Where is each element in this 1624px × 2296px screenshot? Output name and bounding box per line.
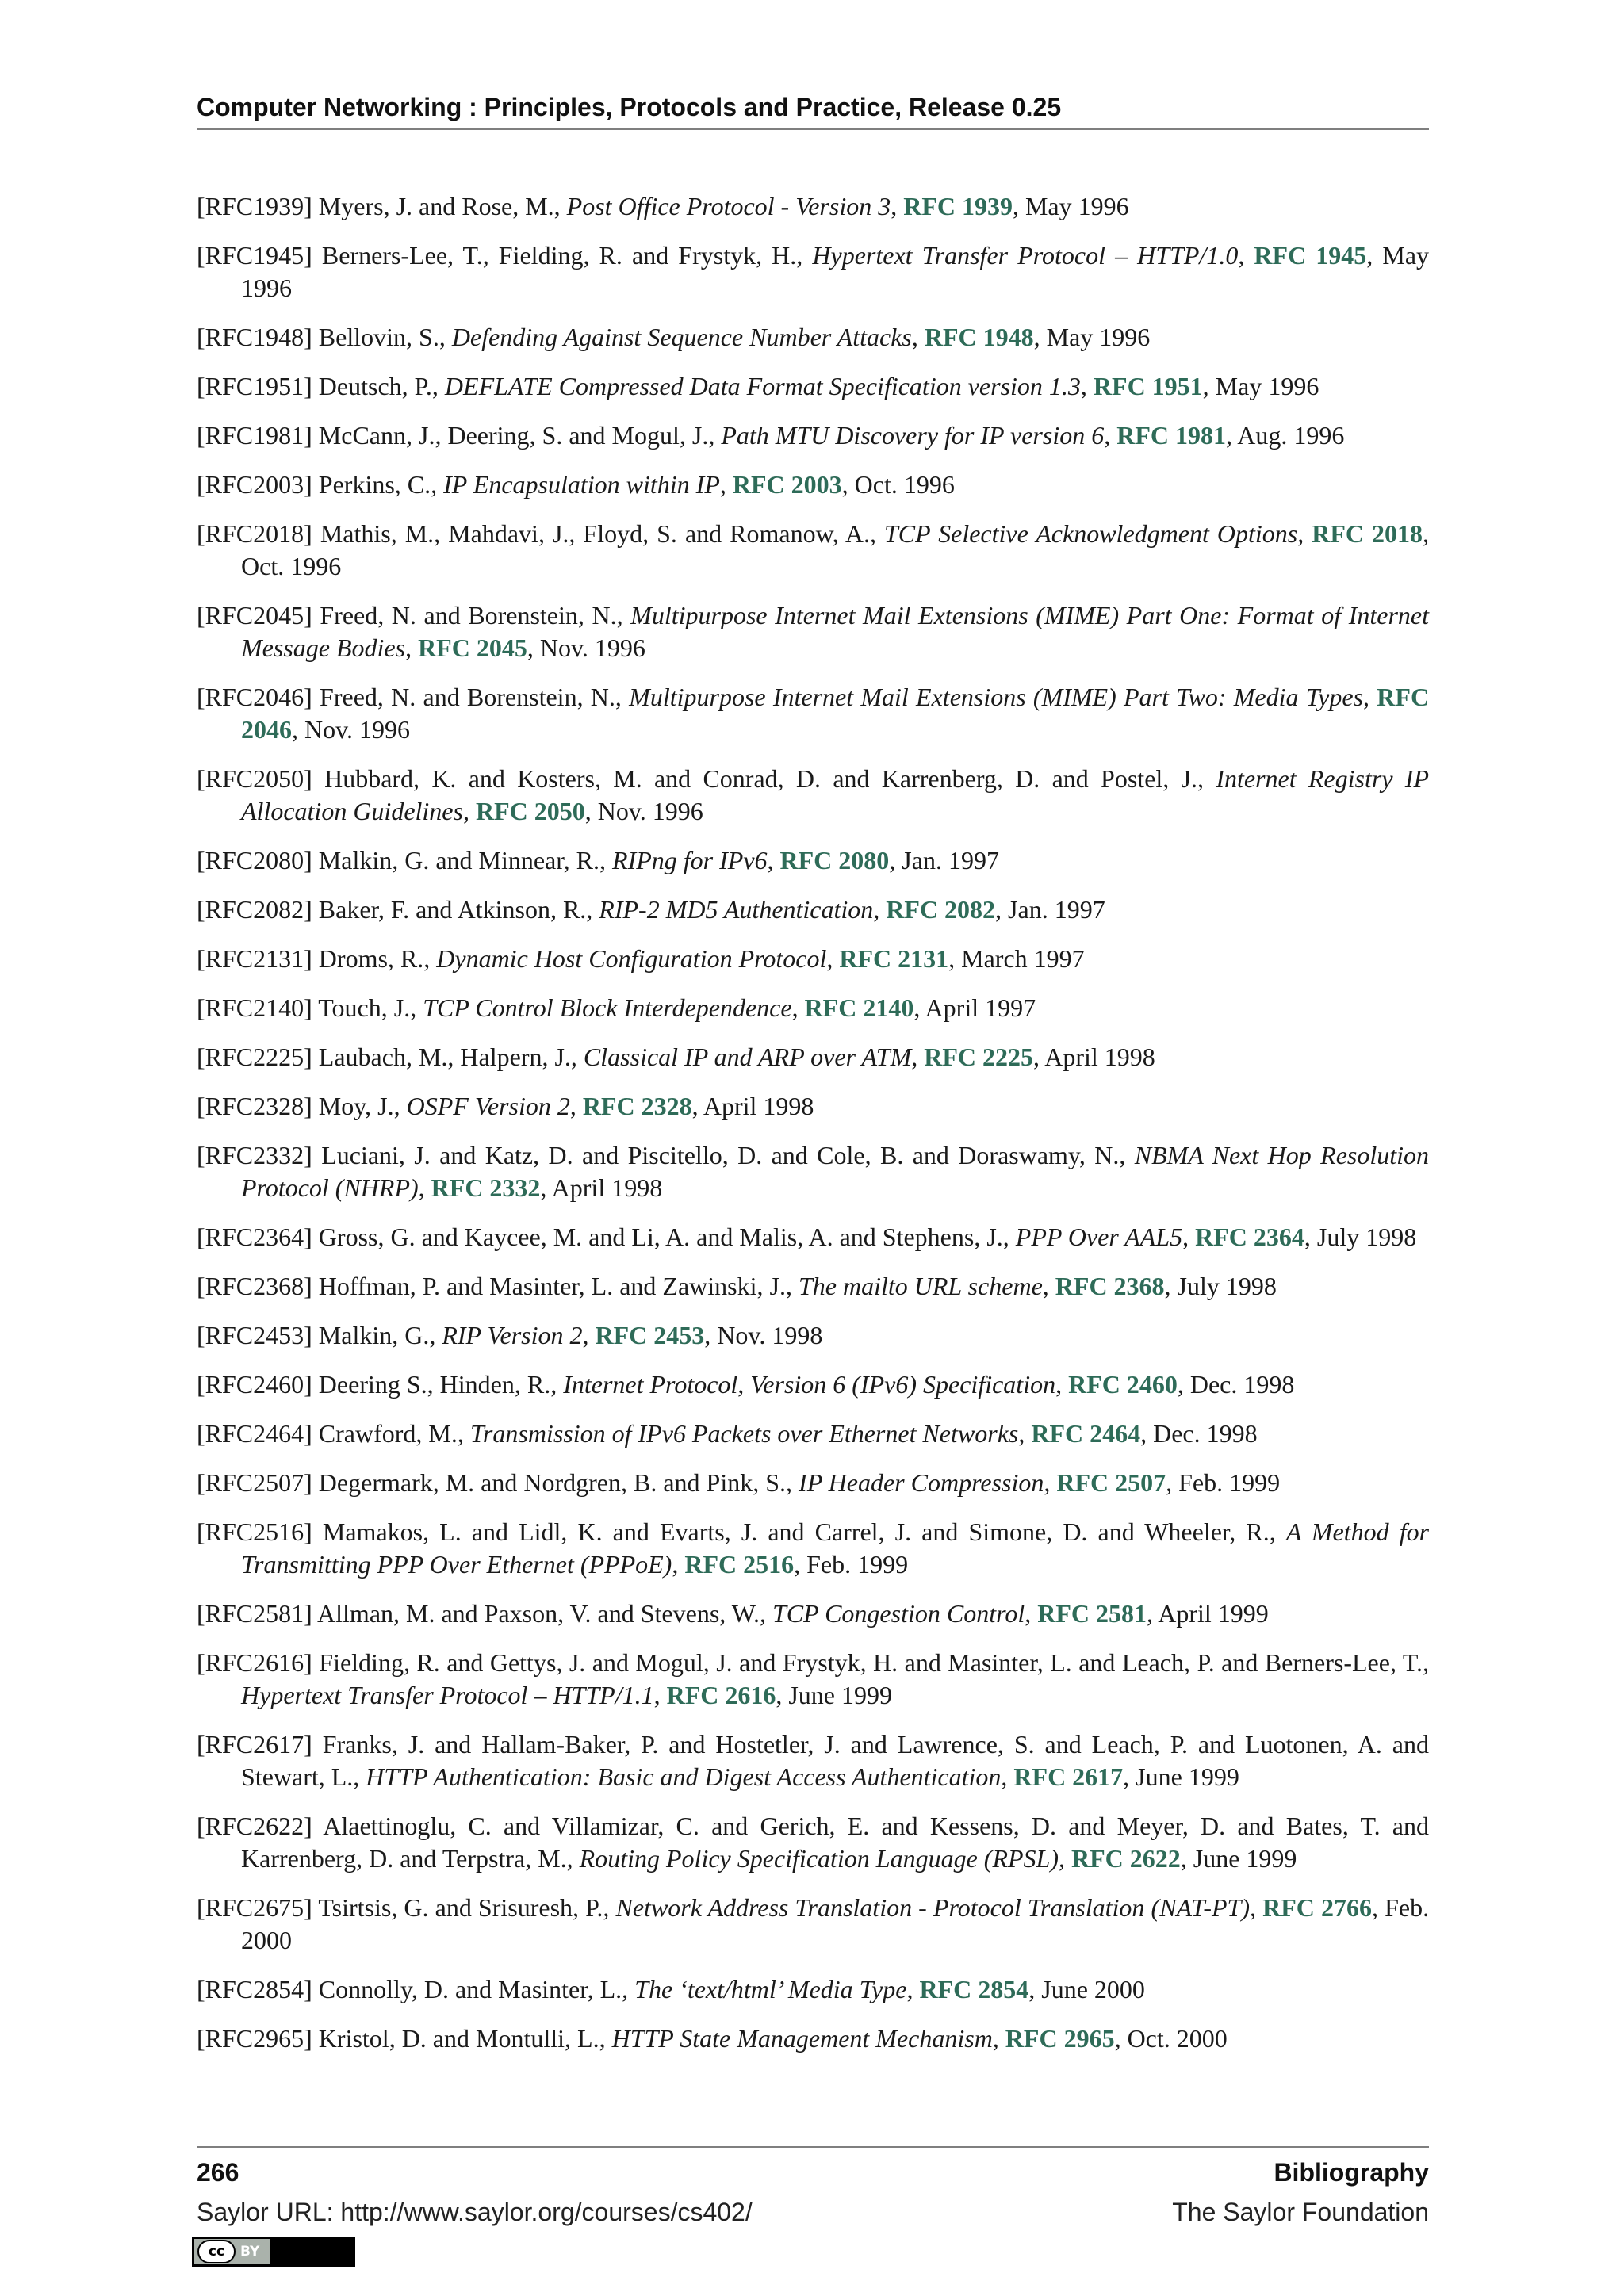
reference-entry: [RFC2516] Mamakos, L. and Lidl, K. and Evarts, J. and Carrel, J. and Simone, D. and Wheeler, R., A Method for Transmitting PPP Over Ethernet (PPPoE), RFC 2516, Feb. 1999 [197,1517,1430,1578]
reference-entry: [RFC2050] Hubbard, K. and Kosters, M. and Conrad, D. and Karrenberg, D. and Postel, J., Internet Registry IP Allocation Guidelines, RFC 2050, Nov. 1996 [197,764,1430,825]
reference-key: [RFC2507] [197,1468,312,1497]
reference-entry: [RFC2045] Freed, N. and Borenstein, N., Multipurpose Internet Mail Extensions (MIME) Part One: Format of Internet Message Bodies, RFC 2045, Nov. 1996 [197,601,1430,662]
reference-entry: [RFC2453] Malkin, G., RIP Version 2, RFC 2453, Nov. 1998 [197,1321,823,1349]
reference-title: Hypertext Transfer Protocol – HTTP/1.1 [241,1681,654,1709]
rfc-link[interactable]: RFC 1951 [1093,372,1203,400]
rfc-link[interactable]: RFC 2854 [919,1975,1029,2003]
reference-authors: Allman, M. and Paxson, V. and Stevens, W., [317,1599,766,1628]
reference-entry: [RFC2140] Touch, J., TCP Control Block Interdependence, RFC 2140, April 1997 [197,993,1036,1022]
cc-by-label: BY [240,2244,260,2260]
reference-date: , May 1996 [1012,192,1129,220]
rfc-link[interactable]: RFC 2364 [1195,1223,1304,1251]
reference-key: [RFC2616] [197,1648,312,1677]
reference-title: OSPF Version 2 [406,1092,570,1120]
reference-entry: [RFC2854] Connolly, D. and Masinter, L., The ‘text/html’ Media Type, RFC 2854, June 2000 [197,1975,1145,2003]
reference-key: [RFC1939] [197,192,312,220]
reference-authors: Connolly, D. and Masinter, L., [318,1975,629,2003]
reference-key: [RFC2965] [197,2024,312,2053]
rfc-link[interactable]: RFC 2766 [1262,1893,1372,1922]
reference-title: NBMA Next Hop Resolution Protocol (NHRP) [241,1141,1430,1202]
reference-entry: [RFC2003] Perkins, C., IP Encapsulation within IP, RFC 2003, Oct. 1996 [197,470,955,499]
reference-date: , June 1999 [1180,1844,1297,1873]
reference-date: , Aug. 1996 [1225,421,1345,450]
page-number: 266 [197,2158,239,2187]
reference-authors: Crawford, M., [318,1419,464,1448]
reference-authors: Hubbard, K. and Kosters, M. and Conrad, D. and Karrenberg, D. and Postel, J., [324,764,1205,793]
reference-key: [RFC2050] [197,764,312,793]
reference-date: , Feb. 2000 [241,1893,1430,1954]
rfc-link[interactable]: RFC 2616 [666,1681,776,1709]
reference-entry: [RFC1981] McCann, J., Deering, S. and Mogul, J., Path MTU Discovery for IP version 6, RFC 1981, Aug. 1996 [197,421,1345,450]
reference-authors: Luciani, J. and Katz, D. and Piscitello, D. and Cole, B. and Doraswamy, N., [321,1141,1126,1169]
reference-date: , Nov. 1998 [704,1321,823,1349]
reference-title: A Method for Transmitting PPP Over Ethernet (PPPoE) [241,1517,1430,1578]
reference-entry: [RFC2460] Deering S., Hinden, R., Internet Protocol, Version 6 (IPv6) Specification, RFC 2460, Dec. 1998 [197,1370,1295,1399]
reference-entry: [RFC2018] Mathis, M., Mahdavi, J., Floyd, S. and Romanow, A., TCP Selective Acknowledgment Options, RFC 2018, Oct. 1996 [197,519,1429,580]
reference-title: Dynamic Host Configuration Protocol [436,944,827,973]
rfc-link[interactable]: RFC 1948 [924,323,1034,351]
reference-date: , April 1998 [540,1173,663,1202]
reference-title: Defending Against Sequence Number Attacks [451,323,912,351]
reference-date: , Dec. 1998 [1140,1419,1258,1448]
rfc-link[interactable]: RFC 1945 [1254,241,1367,270]
reference-date: , June 1999 [1123,1762,1239,1791]
rfc-link[interactable]: RFC 1981 [1116,421,1226,450]
rfc-link[interactable]: RFC 2082 [886,895,996,924]
reference-date: , April 1998 [691,1092,814,1120]
reference-date: , May 1996 [1202,372,1320,400]
reference-date: , May 1996 [1033,323,1151,351]
reference-authors: Degermark, M. and Nordgren, B. and Pink, S., [318,1468,793,1497]
reference-title: The ‘text/html’ Media Type [634,1975,907,2003]
reference-key: [RFC2332] [197,1141,312,1169]
reference-authors: Moy, J., [318,1092,400,1120]
foundation-name: The Saylor Foundation [1172,2198,1429,2226]
reference-authors: Berners-Lee, T., Fielding, R. and Frystyk, H., [321,241,803,270]
reference-authors: Gross, G. and Kaycee, M. and Li, A. and Malis, A. and Stephens, J., [318,1223,1009,1251]
reference-title: RIPng for IPv6 [612,846,768,874]
reference-key: [RFC2082] [197,895,312,924]
reference-key: [RFC2368] [197,1272,312,1300]
reference-title: HTTP Authentication: Basic and Digest Access Authentication [366,1762,1002,1791]
reference-authors: Deutsch, P., [318,372,439,400]
rfc-link[interactable]: RFC 2018 [1312,519,1423,548]
section-name: Bibliography [1274,2158,1429,2187]
reference-entry: [RFC2616] Fielding, R. and Gettys, J. and Mogul, J. and Frystyk, H. and Masinter, L. and Leach, P. and Berners-Lee, T., Hypertext Transfer Protocol – HTTP/1.1, RFC 2616, June 1999 [197,1648,1430,1709]
reference-key: [RFC2464] [197,1419,312,1448]
reference-date: , Dec. 1998 [1177,1370,1295,1399]
reference-entry: [RFC1948] Bellovin, S., Defending Against Sequence Number Attacks, RFC 1948, May 1996 [197,323,1151,351]
reference-entry: [RFC2328] Moy, J., OSPF Version 2, RFC 2328, April 1998 [197,1092,814,1120]
reference-date: , May 1996 [241,241,1430,302]
footer-rule [197,2146,1429,2148]
reference-key: [RFC2140] [197,993,312,1022]
reference-title: Classical IP and ARP over ATM [583,1043,912,1071]
reference-entry: [RFC1939] Myers, J. and Rose, M., Post Office Protocol - Version 3, RFC 1939, May 1996 [197,192,1129,220]
reference-entry: [RFC2332] Luciani, J. and Katz, D. and Piscitello, D. and Cole, B. and Doraswamy, N., NBMA Next Hop Resolution Protocol (NHRP), RFC 2332, April 1998 [197,1141,1430,1202]
rfc-link[interactable]: RFC 2507 [1056,1468,1166,1497]
reference-key: [RFC2453] [197,1321,312,1349]
reference-key: [RFC2045] [197,601,312,629]
rfc-link[interactable]: RFC 2581 [1037,1599,1147,1628]
reference-date: , Jan. 1997 [995,895,1105,924]
reference-entry: [RFC2617] Franks, J. and Hallam-Baker, P. and Hostetler, J. and Lawrence, S. and Leach, P. and Luotonen, A. and Stewart, L., HTTP Authentication: Basic and Digest Access Authentication, RFC 2617, June 1999 [197,1730,1430,1791]
rfc-link[interactable]: RFC 2328 [582,1092,692,1120]
reference-title: RIP Version 2 [442,1321,583,1349]
reference-entry: [RFC2082] Baker, F. and Atkinson, R., RIP-2 MD5 Authentication, RFC 2082, Jan. 1997 [197,895,1105,924]
reference-entry: [RFC2507] Degermark, M. and Nordgren, B. and Pink, S., IP Header Compression, RFC 2507, Feb. 1999 [197,1468,1281,1497]
rfc-link[interactable]: RFC 2965 [1005,2024,1115,2053]
rfc-link[interactable]: RFC 2045 [418,633,527,662]
reference-authors: Malkin, G. and Minnear, R., [318,846,607,874]
reference-key: [RFC2516] [197,1517,312,1546]
reference-date: , Nov. 1996 [292,715,411,744]
rfc-link[interactable]: RFC 2332 [431,1173,541,1202]
reference-date: , Feb. 1999 [794,1550,909,1578]
reference-authors: Bellovin, S., [318,323,446,351]
reference-title: PPP Over AAL5 [1015,1223,1183,1251]
reference-title: Path MTU Discovery for IP version 6 [721,421,1105,450]
rfc-link[interactable]: RFC 2140 [804,993,914,1022]
reference-entry: [RFC2131] Droms, R., Dynamic Host Configuration Protocol, RFC 2131, March 1997 [197,944,1085,973]
reference-authors: Freed, N. and Borenstein, N., [320,601,623,629]
reference-authors: Alaettinoglu, C. and Villamizar, C. and Gerich, E. and Kessens, D. and Meyer, D. and Bates, T. and Karrenberg, D. and Terpstra, M., [241,1812,1430,1873]
reference-key: [RFC1951] [197,372,312,400]
rfc-link[interactable]: RFC 2617 [1013,1762,1124,1791]
reference-key: [RFC2675] [197,1893,312,1922]
reference-authors: Laubach, M., Halpern, J., [318,1043,577,1071]
reference-entry: [RFC2225] Laubach, M., Halpern, J., Classical IP and ARP over ATM, RFC 2225, April 1998 [197,1043,1155,1071]
reference-key: [RFC2225] [197,1043,312,1071]
reference-key: [RFC2328] [197,1092,312,1120]
creative-commons-icon: cc [197,2240,236,2263]
reference-title: TCP Congestion Control [772,1599,1025,1628]
reference-title: Internet Registry IP Allocation Guidelines [241,764,1430,825]
reference-title: Internet Protocol, Version 6 (IPv6) Specification [563,1370,1056,1399]
reference-authors: Baker, F. and Atkinson, R., [318,895,593,924]
reference-key: [RFC2364] [197,1223,312,1251]
reference-title: IP Header Compression [799,1468,1044,1497]
reference-title: HTTP State Management Mechanism [611,2024,993,2053]
reference-key: [RFC2018] [197,519,312,548]
reference-key: [RFC2622] [197,1812,312,1840]
reference-title: DEFLATE Compressed Data Format Specification version 1.3 [444,372,1081,400]
reference-entry: [RFC2675] Tsirtsis, G. and Srisuresh, P., Network Address Translation - Protocol Translation (NAT-PT), RFC 2766, Feb. 2000 [197,1893,1430,1954]
reference-key: [RFC2617] [197,1730,312,1758]
reference-entry: [RFC1945] Berners-Lee, T., Fielding, R. and Frystyk, H., Hypertext Transfer Protocol – HTTP/1.0, RFC 1945, May 1996 [197,241,1430,302]
reference-date: , Oct. 1996 [841,470,955,499]
reference-authors: Mathis, M., Mahdavi, J., Floyd, S. and Romanow, A., [320,519,876,548]
reference-entry: [RFC2581] Allman, M. and Paxson, V. and Stevens, W., TCP Congestion Control, RFC 2581, April 1999 [197,1599,1269,1628]
reference-date: , June 2000 [1028,1975,1145,2003]
reference-date: , April 1999 [1147,1599,1269,1628]
reference-entry: [RFC2464] Crawford, M., Transmission of IPv6 Packets over Ethernet Networks, RFC 2464, Dec. 1998 [197,1419,1258,1448]
reference-authors: Kristol, D. and Montulli, L., [318,2024,606,2053]
reference-date: , July 1998 [1304,1223,1417,1251]
reference-authors: Fielding, R. and Gettys, J. and Mogul, J. and Frystyk, H. and Masinter, L. and Leach, P. and Berners-Lee, T., [319,1648,1430,1677]
rfc-link[interactable]: RFC 2464 [1031,1419,1141,1448]
reference-key: [RFC1945] [197,241,312,270]
reference-key: [RFC2460] [197,1370,312,1399]
reference-authors: Hoffman, P. and Masinter, L. and Zawinski, J., [318,1272,792,1300]
reference-authors: Droms, R., [318,944,431,973]
reference-authors: Perkins, C., [318,470,438,499]
rfc-link[interactable]: RFC 2080 [779,846,890,874]
running-header: Computer Networking : Principles, Protocols and Practice, Release 0.25 [197,90,1429,130]
rfc-link[interactable]: RFC 2050 [475,797,585,825]
reference-entry: [RFC2080] Malkin, G. and Minnear, R., RIPng for IPv6, RFC 2080, Jan. 1997 [197,846,999,874]
bibliography-list [197,190,1429,2072]
reference-authors: Tsirtsis, G. and Srisuresh, P., [318,1893,610,1922]
reference-date: , March 1997 [948,944,1085,973]
reference-entry: [RFC2622] Alaettinoglu, C. and Villamizar, C. and Gerich, E. and Kessens, D. and Meyer, D. and Bates, T. and Karrenberg, D. and Terpstra, M., Routing Policy Specification Language (RPSL), RFC 2622, June 1999 [197,1812,1430,1873]
reference-date: , Nov. 1996 [584,797,703,825]
reference-authors: Deering S., Hinden, R., [318,1370,557,1399]
reference-title: Multipurpose Internet Mail Extensions (MIME) Part One: Format of Internet Message Bodies [241,601,1430,662]
reference-key: [RFC2581] [197,1599,312,1628]
reference-title: Post Office Protocol - Version 3 [566,192,891,220]
reference-authors: Mamakos, L. and Lidl, K. and Evarts, J. and Carrel, J. and Simone, D. and Wheeler, R., [322,1517,1276,1546]
reference-entry: [RFC2965] Kristol, D. and Montulli, L., HTTP State Management Mechanism, RFC 2965, Oct. 2000 [197,2024,1228,2053]
reference-entry: [RFC2364] Gross, G. and Kaycee, M. and Li, A. and Malis, A. and Stephens, J., PPP Over AAL5, RFC 2364, July 1998 [197,1223,1417,1251]
reference-key: [RFC2046] [197,683,312,711]
reference-key: [RFC2003] [197,470,312,499]
rfc-link[interactable]: RFC 2453 [595,1321,705,1349]
reference-title: TCP Control Block Interdependence [423,993,792,1022]
rfc-link[interactable]: RFC 2460 [1068,1370,1178,1399]
reference-entry: [RFC2046] Freed, N. and Borenstein, N., Multipurpose Internet Mail Extensions (MIME) Part Two: Media Types, RFC 2046, Nov. 1996 [197,683,1430,744]
reference-authors: Freed, N. and Borenstein, N., [320,683,622,711]
reference-date: , April 1998 [1033,1043,1155,1071]
rfc-link[interactable]: RFC 2368 [1055,1272,1165,1300]
reference-authors: Touch, J., [318,993,417,1022]
reference-title: Routing Policy Specification Language (RPSL) [579,1844,1059,1873]
reference-date: , Oct. 1996 [241,519,1429,580]
reference-date: , Feb. 1999 [1166,1468,1281,1497]
reference-key: [RFC1948] [197,323,312,351]
reference-date: , July 1998 [1164,1272,1277,1300]
reference-key: [RFC1981] [197,421,312,450]
reference-authors: McCann, J., Deering, S. and Mogul, J., [318,421,715,450]
reference-title: RIP-2 MD5 Authentication [599,895,874,924]
reference-title: IP Encapsulation within IP [443,470,720,499]
reference-date: , Jan. 1997 [889,846,999,874]
reference-title: TCP Selective Acknowledgment Options [884,519,1298,548]
rfc-link[interactable]: RFC 2622 [1071,1844,1181,1873]
reference-entry: [RFC2368] Hoffman, P. and Masinter, L. and Zawinski, J., The mailto URL scheme, RFC 2368, July 1998 [197,1272,1277,1300]
reference-title: Transmission of IPv6 Packets over Ethernet Networks [469,1419,1019,1448]
reference-title: Network Address Translation - Protocol Translation (NAT-PT) [615,1893,1250,1922]
rfc-link[interactable]: RFC 2131 [839,944,949,973]
rfc-link[interactable]: RFC 2003 [732,470,842,499]
rfc-link[interactable]: RFC 1939 [903,192,1013,220]
reference-authors: Myers, J. and Rose, M., [318,192,561,220]
reference-authors: Franks, J. and Hallam-Baker, P. and Hostetler, J. and Lawrence, S. and Leach, P. and Luotonen, A. and Stewart, L., [241,1730,1430,1791]
reference-date: , April 1997 [914,993,1036,1022]
reference-entry: [RFC1951] Deutsch, P., DEFLATE Compressed Data Format Specification version 1.3, RFC 1951, May 1996 [197,372,1320,400]
reference-key: [RFC2131] [197,944,312,973]
reference-authors: Malkin, G., [318,1321,436,1349]
reference-date: , Oct. 2000 [1114,2024,1228,2053]
rfc-link[interactable]: RFC 2225 [924,1043,1034,1071]
reference-date: , Nov. 1996 [527,633,645,662]
reference-title: Multipurpose Internet Mail Extensions (MIME) Part Two: Media Types [629,683,1364,711]
saylor-url[interactable]: Saylor URL: http://www.saylor.org/courses/cs402/ [197,2198,753,2226]
reference-date: , June 1999 [776,1681,892,1709]
reference-title: The mailto URL scheme [798,1272,1043,1300]
rfc-link[interactable]: RFC 2516 [684,1550,795,1578]
reference-key: [RFC2080] [197,846,312,874]
rfc-link[interactable]: RFC 2046 [241,683,1430,744]
reference-key: [RFC2854] [197,1975,312,2003]
reference-title: Hypertext Transfer Protocol – HTTP/1.0 [812,241,1239,270]
cc-by-license-badge[interactable] [192,2237,355,2267]
